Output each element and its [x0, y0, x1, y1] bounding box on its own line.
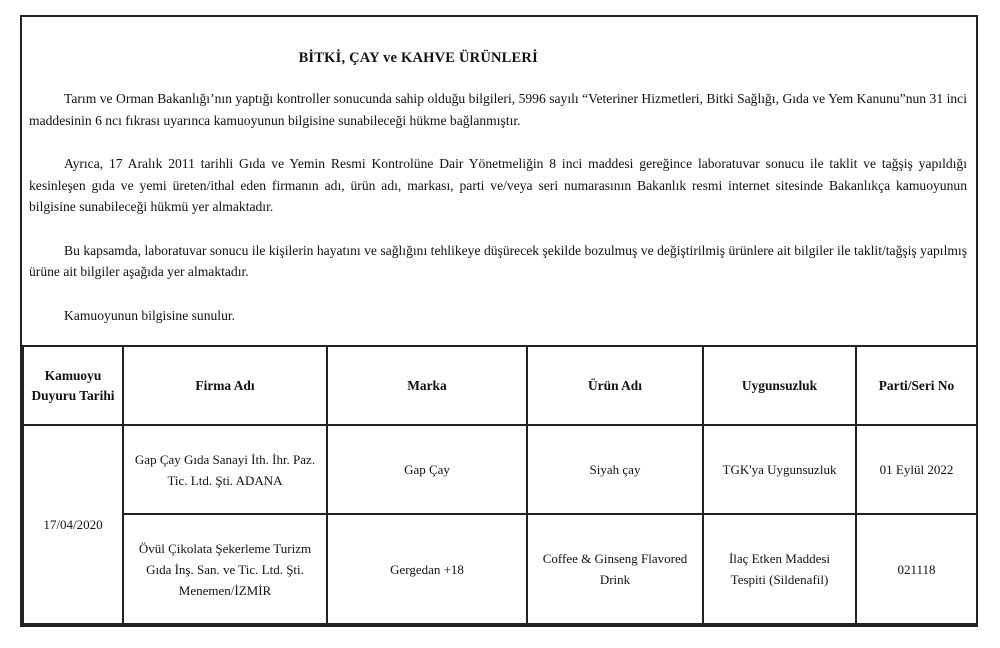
header-product-name: Ürün Adı [527, 346, 703, 425]
paragraph-regulation: Ayrıca, 17 Aralık 2011 tarihli Gıda ve Yemin Resmi Kontrolüne Dair Yönetmeliğin 8 inci maddesi gereğince laboratuvar sonucu ile taklit ve tağşiş yapıldığı kesinleşen gıda ve yemi üreten/ithal eden firmanın adı, ürün adı, markası, parti ve/veya seri numarasının Bakanlık resmi internet sitesinde Bakanlıkça kamuoyunun bilgisine sunabileceği hükmü yer almaktadır. [29, 156, 967, 214]
header-announcement-date: Kamuoyu Duyuru Tarihi [23, 346, 123, 425]
document-body [22, 17, 976, 345]
cell-noncompliance: TGK'ya Uygunsuzluk [703, 425, 856, 514]
header-lot-serial-no: Parti/Seri No [856, 346, 977, 425]
header-noncompliance: Uygunsuzluk [703, 346, 856, 425]
page-title-text: BİTKİ, ÇAY ve KAHVE ÜRÜNLERİ [298, 50, 538, 66]
cell-noncompliance: İlaç Etken Maddesi Tespiti (Sildenafil) [703, 514, 856, 624]
paragraph-legal-basis: Tarım ve Orman Bakanlığı’nın yaptığı kontroller sonucunda sahip olduğu bilgileri, 5996 sayılı “Veteriner Hizmetleri, Bitki Sağlığı, Gıda ve Yem Kanunu”nun 31 inci maddesinin 6 ncı fıkrası uyarınca kamuoyunun bilgisine sunabileceği hükme bağlanmıştır. [29, 91, 967, 128]
header-brand: Marka [327, 346, 527, 425]
header-company-name: Firma Adı [123, 346, 327, 425]
cell-product-name: Siyah çay [527, 425, 703, 514]
cell-brand: Gergedan +18 [327, 514, 527, 624]
paragraph-closing: Kamuoyunun bilgisine sunulur. [64, 307, 236, 323]
table-row [23, 514, 977, 624]
noncompliant-products-table [22, 345, 978, 625]
cell-lot-serial-no: 01 Eylül 2022 [856, 425, 977, 514]
cell-brand: Gap Çay [327, 425, 527, 514]
table-header-row [23, 346, 977, 425]
cell-company-name: Gap Çay Gıda Sanayi İth. İhr. Paz. Tic. Ltd. Şti. ADANA [123, 425, 327, 514]
cell-announcement-date: 17/04/2020 [23, 425, 123, 624]
document-page [20, 15, 978, 627]
page-title [29, 50, 808, 67]
table-row [23, 425, 977, 514]
cell-company-name: Övül Çikolata Şekerleme Turizm Gıda İnş. San. ve Tic. Ltd. Şti. Menemen/İZMİR [123, 514, 327, 624]
cell-product-name: Coffee & Ginseng Flavored Drink [527, 514, 703, 624]
cell-lot-serial-no: 021118 [856, 514, 977, 624]
paragraph-scope: Bu kapsamda, laboratuvar sonucu ile kişilerin hayatını ve sağlığını tehlikeye düşürecek şekilde bozulmuş ve değiştirilmiş ürünlere ait bilgiler ile taklit/tağşiş yapılmış ürüne ait bilgiler aşağıda yer almaktadır. [29, 242, 967, 279]
